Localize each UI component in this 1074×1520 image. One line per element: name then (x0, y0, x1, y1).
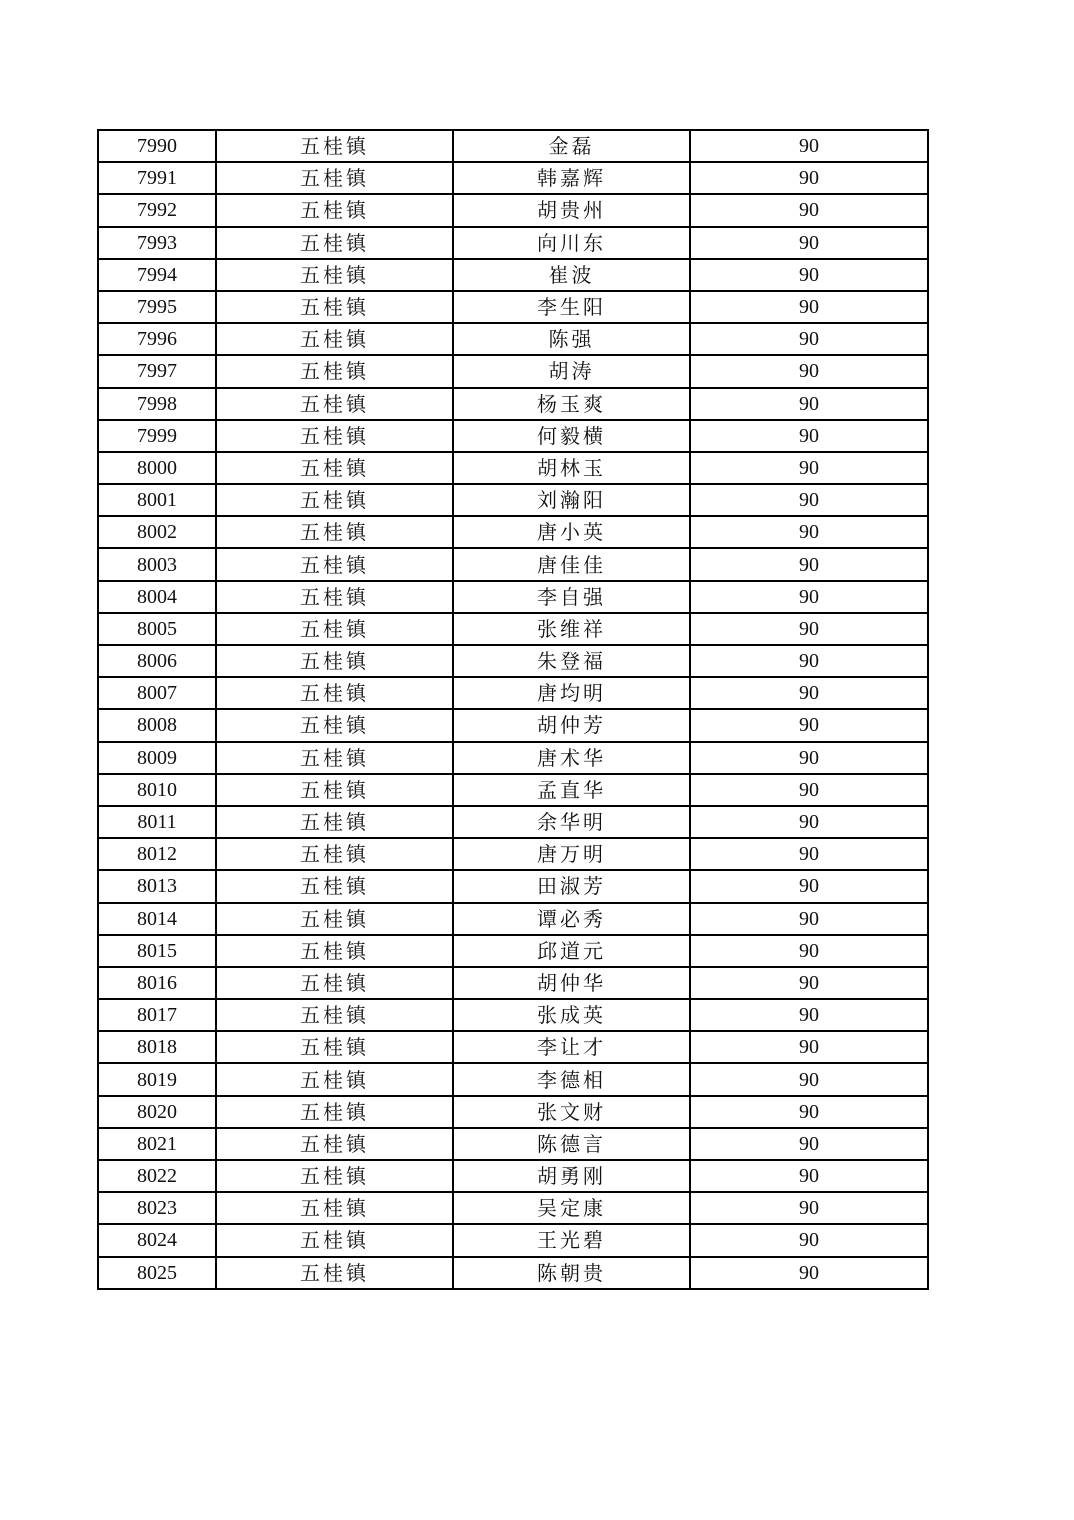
cell-person-name: 张维祥 (453, 613, 690, 645)
table-row (98, 130, 928, 162)
cell-town: 五桂镇 (216, 645, 453, 677)
cell-town: 五桂镇 (216, 1128, 453, 1160)
cell-town: 五桂镇 (216, 742, 453, 774)
cell-serial-number: 8002 (98, 516, 216, 548)
cell-person-name: 李自强 (453, 581, 690, 613)
cell-person-name: 何毅横 (453, 420, 690, 452)
cell-town: 五桂镇 (216, 709, 453, 741)
cell-score: 90 (690, 774, 928, 806)
cell-person-name: 张成英 (453, 999, 690, 1031)
cell-serial-number: 8023 (98, 1192, 216, 1224)
cell-score: 90 (690, 484, 928, 516)
cell-serial-number: 7996 (98, 323, 216, 355)
cell-town: 五桂镇 (216, 291, 453, 323)
cell-town: 五桂镇 (216, 484, 453, 516)
cell-score: 90 (690, 516, 928, 548)
table-row (98, 870, 928, 902)
cell-serial-number: 7999 (98, 420, 216, 452)
cell-town: 五桂镇 (216, 227, 453, 259)
cell-person-name: 唐术华 (453, 742, 690, 774)
cell-person-name: 吴定康 (453, 1192, 690, 1224)
cell-person-name: 胡涛 (453, 355, 690, 387)
cell-town: 五桂镇 (216, 259, 453, 291)
cell-serial-number: 8001 (98, 484, 216, 516)
roster-table-body (98, 130, 928, 1289)
cell-serial-number: 7995 (98, 291, 216, 323)
cell-score: 90 (690, 323, 928, 355)
cell-town: 五桂镇 (216, 870, 453, 902)
cell-score: 90 (690, 548, 928, 580)
cell-serial-number: 8015 (98, 935, 216, 967)
cell-person-name: 张文财 (453, 1096, 690, 1128)
cell-score: 90 (690, 420, 928, 452)
cell-town: 五桂镇 (216, 194, 453, 226)
cell-score: 90 (690, 999, 928, 1031)
cell-town: 五桂镇 (216, 838, 453, 870)
cell-serial-number: 7991 (98, 162, 216, 194)
cell-score: 90 (690, 1031, 928, 1063)
cell-person-name: 朱登福 (453, 645, 690, 677)
cell-serial-number: 8017 (98, 999, 216, 1031)
cell-town: 五桂镇 (216, 1224, 453, 1256)
cell-person-name: 胡仲华 (453, 967, 690, 999)
cell-person-name: 陈德言 (453, 1128, 690, 1160)
cell-score: 90 (690, 259, 928, 291)
cell-person-name: 陈强 (453, 323, 690, 355)
table-row (98, 613, 928, 645)
cell-town: 五桂镇 (216, 388, 453, 420)
table-row (98, 227, 928, 259)
cell-score: 90 (690, 838, 928, 870)
cell-town: 五桂镇 (216, 130, 453, 162)
table-row (98, 1224, 928, 1256)
cell-score: 90 (690, 194, 928, 226)
cell-score: 90 (690, 806, 928, 838)
cell-score: 90 (690, 1224, 928, 1256)
table-row (98, 838, 928, 870)
cell-score: 90 (690, 870, 928, 902)
cell-town: 五桂镇 (216, 516, 453, 548)
table-row (98, 645, 928, 677)
cell-serial-number: 8013 (98, 870, 216, 902)
cell-score: 90 (690, 709, 928, 741)
cell-score: 90 (690, 227, 928, 259)
cell-serial-number: 8007 (98, 677, 216, 709)
cell-town: 五桂镇 (216, 420, 453, 452)
table-row (98, 935, 928, 967)
cell-score: 90 (690, 130, 928, 162)
table-row (98, 484, 928, 516)
cell-person-name: 崔波 (453, 259, 690, 291)
table-row (98, 162, 928, 194)
cell-person-name: 李生阳 (453, 291, 690, 323)
cell-town: 五桂镇 (216, 581, 453, 613)
table-row (98, 548, 928, 580)
cell-serial-number: 7992 (98, 194, 216, 226)
cell-serial-number: 8008 (98, 709, 216, 741)
cell-person-name: 孟直华 (453, 774, 690, 806)
table-row (98, 355, 928, 387)
roster-table (97, 129, 929, 1290)
cell-town: 五桂镇 (216, 323, 453, 355)
table-row (98, 774, 928, 806)
cell-score: 90 (690, 388, 928, 420)
cell-serial-number: 8004 (98, 581, 216, 613)
cell-serial-number: 7998 (98, 388, 216, 420)
cell-serial-number: 8000 (98, 452, 216, 484)
cell-score: 90 (690, 677, 928, 709)
table-row (98, 581, 928, 613)
cell-person-name: 唐均明 (453, 677, 690, 709)
cell-town: 五桂镇 (216, 1063, 453, 1095)
cell-serial-number: 8016 (98, 967, 216, 999)
cell-serial-number: 7993 (98, 227, 216, 259)
cell-person-name: 唐万明 (453, 838, 690, 870)
cell-serial-number: 8025 (98, 1257, 216, 1289)
cell-person-name: 邱道元 (453, 935, 690, 967)
cell-score: 90 (690, 1096, 928, 1128)
cell-town: 五桂镇 (216, 967, 453, 999)
cell-town: 五桂镇 (216, 1031, 453, 1063)
table-row (98, 967, 928, 999)
cell-person-name: 胡林玉 (453, 452, 690, 484)
cell-town: 五桂镇 (216, 774, 453, 806)
table-row (98, 999, 928, 1031)
cell-score: 90 (690, 645, 928, 677)
cell-serial-number: 8009 (98, 742, 216, 774)
table-row (98, 1192, 928, 1224)
cell-serial-number: 8020 (98, 1096, 216, 1128)
cell-score: 90 (690, 967, 928, 999)
table-row (98, 806, 928, 838)
cell-person-name: 李德相 (453, 1063, 690, 1095)
cell-score: 90 (690, 613, 928, 645)
cell-score: 90 (690, 581, 928, 613)
cell-person-name: 余华明 (453, 806, 690, 838)
cell-person-name: 杨玉爽 (453, 388, 690, 420)
cell-serial-number: 8019 (98, 1063, 216, 1095)
cell-serial-number: 7990 (98, 130, 216, 162)
table-row (98, 677, 928, 709)
cell-town: 五桂镇 (216, 1192, 453, 1224)
cell-score: 90 (690, 452, 928, 484)
cell-serial-number: 7997 (98, 355, 216, 387)
cell-person-name: 唐小英 (453, 516, 690, 548)
cell-person-name: 胡勇刚 (453, 1160, 690, 1192)
table-row (98, 259, 928, 291)
table-row (98, 452, 928, 484)
cell-serial-number: 8003 (98, 548, 216, 580)
cell-town: 五桂镇 (216, 1096, 453, 1128)
cell-person-name: 胡仲芳 (453, 709, 690, 741)
cell-score: 90 (690, 162, 928, 194)
table-row (98, 1257, 928, 1289)
cell-serial-number: 8018 (98, 1031, 216, 1063)
cell-town: 五桂镇 (216, 677, 453, 709)
cell-town: 五桂镇 (216, 548, 453, 580)
cell-serial-number: 8011 (98, 806, 216, 838)
cell-person-name: 刘瀚阳 (453, 484, 690, 516)
table-row (98, 323, 928, 355)
cell-town: 五桂镇 (216, 1160, 453, 1192)
cell-person-name: 谭必秀 (453, 903, 690, 935)
cell-person-name: 金磊 (453, 130, 690, 162)
cell-score: 90 (690, 742, 928, 774)
cell-score: 90 (690, 1257, 928, 1289)
cell-serial-number: 8012 (98, 838, 216, 870)
cell-serial-number: 8014 (98, 903, 216, 935)
table-row (98, 1160, 928, 1192)
table-row (98, 903, 928, 935)
cell-person-name: 田淑芳 (453, 870, 690, 902)
cell-serial-number: 8010 (98, 774, 216, 806)
cell-town: 五桂镇 (216, 999, 453, 1031)
cell-score: 90 (690, 1160, 928, 1192)
cell-person-name: 韩嘉辉 (453, 162, 690, 194)
table-row (98, 1128, 928, 1160)
cell-person-name: 王光碧 (453, 1224, 690, 1256)
cell-person-name: 向川东 (453, 227, 690, 259)
table-row (98, 194, 928, 226)
cell-town: 五桂镇 (216, 452, 453, 484)
cell-town: 五桂镇 (216, 806, 453, 838)
cell-serial-number: 8022 (98, 1160, 216, 1192)
cell-person-name: 唐佳佳 (453, 548, 690, 580)
table-row (98, 1031, 928, 1063)
table-row (98, 1063, 928, 1095)
cell-town: 五桂镇 (216, 355, 453, 387)
cell-score: 90 (690, 935, 928, 967)
table-row (98, 420, 928, 452)
cell-town: 五桂镇 (216, 162, 453, 194)
cell-town: 五桂镇 (216, 903, 453, 935)
cell-score: 90 (690, 291, 928, 323)
cell-town: 五桂镇 (216, 613, 453, 645)
table-row (98, 516, 928, 548)
cell-town: 五桂镇 (216, 1257, 453, 1289)
cell-person-name: 陈朝贵 (453, 1257, 690, 1289)
table-row (98, 709, 928, 741)
cell-score: 90 (690, 1063, 928, 1095)
cell-person-name: 李让才 (453, 1031, 690, 1063)
cell-person-name: 胡贵州 (453, 194, 690, 226)
table-row (98, 291, 928, 323)
cell-serial-number: 8006 (98, 645, 216, 677)
cell-serial-number: 8024 (98, 1224, 216, 1256)
cell-score: 90 (690, 903, 928, 935)
cell-serial-number: 7994 (98, 259, 216, 291)
cell-serial-number: 8021 (98, 1128, 216, 1160)
cell-score: 90 (690, 1128, 928, 1160)
cell-town: 五桂镇 (216, 935, 453, 967)
cell-score: 90 (690, 355, 928, 387)
table-row (98, 1096, 928, 1128)
cell-serial-number: 8005 (98, 613, 216, 645)
cell-score: 90 (690, 1192, 928, 1224)
table-row (98, 742, 928, 774)
table-row (98, 388, 928, 420)
